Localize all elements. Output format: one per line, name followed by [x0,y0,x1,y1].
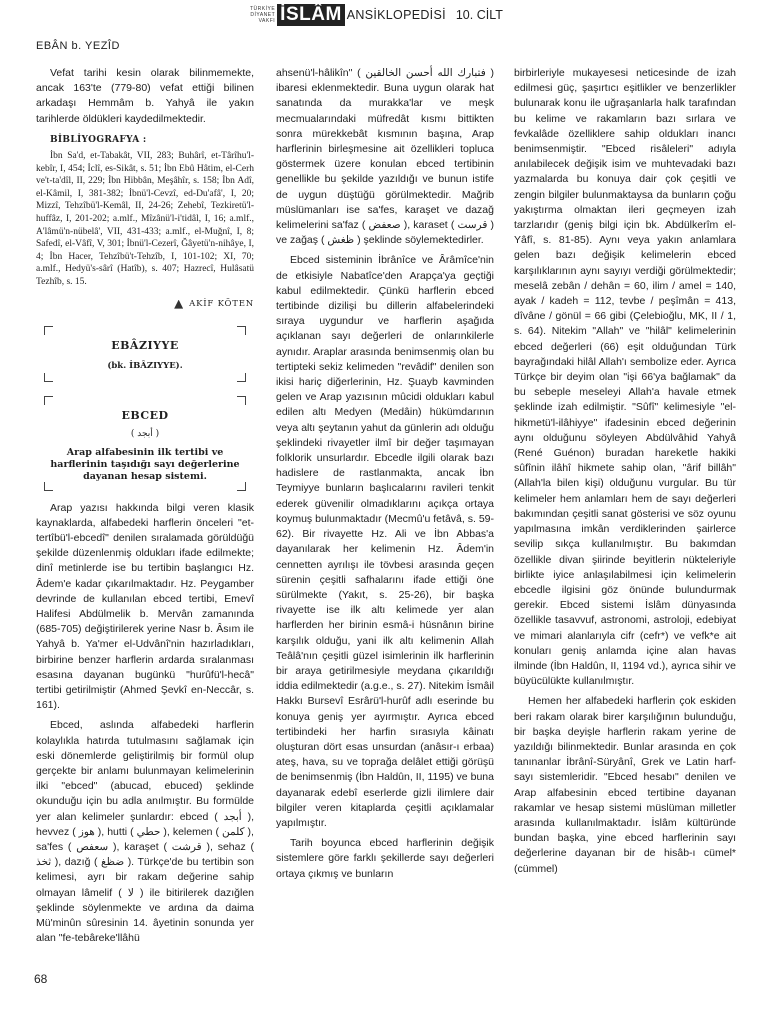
entry-cross-reference: (bk. İBÂZIYYE). [107,360,183,371]
entry-header-ebaziyye [44,326,246,382]
column-1 [36,66,254,946]
entry-title: EBÂZIYYE [111,338,179,352]
entry-title: EBCED [121,409,169,423]
publisher-line: VAKFI [258,18,276,24]
publisher-mark [250,6,275,24]
author-signature [36,297,254,312]
publisher-line: DİYANET [250,12,276,18]
column-2 [276,66,494,882]
encyclopedia-logo: İSLÂM [277,4,345,26]
body-paragraph: birbirleriyle mukayesesi neticesinde de izah edilmesi güç, şaşırtıcı eşitlikler ve benzerlikler bulunarak konu ile uğraşanlarla halk tarafından bu kelime ve rakamların bazı sırlara ve fevkalâde özelliklere sahip oldukları inancı benimsenmiştir. "Ebced risâleleri" adıyla anılabilecek değişik isim ve muhtevadaki bazı yazmalarda bu konuya dair çok çeşitli ve zengin bilgiler bulunmaktaysa da bunların çoğu yakıştırma olmaktan ileri geçmeyen izah tarzlarıdır (geniş bilgi için bk. Abdülkerîm el-Yâfî, s. 81-85). Aynı veya yakın anlamlara gelen bazı değişik kelimelerin ebced karşılıklarının aynı sayıyı verdiği görülmektedir; meselâ zebân / dehân = 60, ilim / amel = 140, ayak / kadeh = 112, tevbe / peşîmân = 413, dîvâne / gönül = 66 gibi (Çelebioğlu, MK, II / 1, s. 64). Nitekim "Allah" ve "hilâl" kelimelerinin ebced değerleri (66) eşit olduğundan Türk bayrağındaki hilâl Allah'ı sembolize eder. Ayrıca Türkçe bir deyim olan "işi 66'ya bağlamak" da bu sebeple meseleyi Allah'a havale etmek şeklinde izah edilmiştir. "Sûfî" kelimesiyle "el-hikmetü'l-ilâhiyye" ifadesinin ebced değerinin aynı olduğunu söyleyen Abdülvâhid Yahyâ (René Guénon) buradan hareketle hakiki sûfînin ilâhî hikmete sahip olan, "ârif billâh" (Allah'la bilen kişi) olduğunu vurgular. Bu tür kelimeler hem anlamları hem de sayı değerleri bakımından çeşitli sanat gösterisi ve söz oyunu yapılmasına imkân verdiklerinden şairlerce sevilip sıkça kullanılmıştır. Bu bakımdan özellikle divan şiirinde beyitlerin nükteleriyle birlikte iyice anlaşılabilmesi için kelimelerin ebcedle ilgisini göz önünde bulundurmak gerekir. Ebced sistemi İslâm dünyasında özellikle tasavvuf, astronomi, astroloji, edebiyat ve mimari alanlarıyla cifr (cefr*) ve vefk*e ait konuları geniş anlamda içine alan havas ilminde (İbn Haldûn, II, 1194 vd.), ayrıca sihir ve büyücülükte kullanılmıştır. [514,67,736,688]
bibliography-text: İbn Sa'd, et-Tabakât, VII, 283; Buhârî, et-Târîhu'l-kebîr, I, 454; İclî, es-Sikât, s. 51; İbn Ebû Hâtim, el-Cerh ve't-ta'dîl, II, 229; İbn Hibbân, Meşâhîr, s. 158; İbn Adî, el-Kâmil, I, 381-382; İbnü'l-Cevzî, ed-Du'afâ', I, 20; Mizzî, Tehzîbü'l-Kemâl, II, 24-26; Zehebî, Tezkiretü'l-huffâz, I, 201-202; a.mlf., Mîzânü'l-i'tidâl, I, 16; a.mlf., A'lâmü'n-nübelâ', VII, 431-433; a.mlf., el-Muğnî, I, 8; Safedî, el-Vâfî, V, 301; İbnü'l-Cezerî, Ğâyetü'n-nihâye, I, 4; İbn Hacer, Tehzîbü't-Tehzîb, I, 101-102; XI, 70; a.mlf., Hedyü's-sârî (Hatîb), s. 407; Hazrecî, Hulâsatü Tezhîb, s. 15. [36,151,254,287]
entry-arabic-title: ( أبجد ) [130,429,160,440]
entry-header-ebced [44,396,246,490]
page-number: 68 [34,972,48,986]
body-paragraph: ahsenü'l-hâlikîn" ( فتبارك الله أحسن الخالقين ) ibaresi eklenmektedir. Buna uygun olarak hat sanatında da murakka'lar ve meşk mecmualarındaki müfredât kısmı bittikten sonra mürekkebât kısmının başına, Arap harflerinin birleşmesine ait özellikleri topluca göstermek üzere konulan ebced tertibinin genellikle bu şekilde yazıldığı ve bunun istife de uygun düştüğü görülmektedir. Mağrib müslümanları ise sa'fes, karaşet ve dazağ kelimelerini sa'faz ( صعفض ), karaset ( قرست ) ve zağaş ( ظغش ) şeklinde söylemektedirler. [276,67,494,247]
running-head: EBÂN b. YEZÎD [36,40,120,52]
body-paragraph: Tarih boyunca ebced harflerinin değişik sistemlere göre farklı şekillerde sayı değerleri ortaya çıkmış ve bunların [276,837,494,880]
encyclopedia-title: ANSİKLOPEDİSİ [346,8,446,22]
entry-description: Arap alfabesinin ilk tertibi ve harflerinin taşıdığı sayı değerlerine dayanan hesap sistemi. [50,446,240,482]
bibliography-heading: BİBLİYOGRAFYA : [50,134,147,145]
article-tail-paragraph: Vefat tarihi kesin olarak bilinmemekte, ancak 163'te (779-80) vefat ettiği bilinen arkadaşı Hemmâm b. Yahyâ ile yakın tarihlerde öldükleri kaydedilmektedir. [36,67,254,125]
body-paragraph: Ebced sisteminin İbrânîce ve Ârâmîce'nin de etkisiyle Nabatîce'den Arapça'ya geçtiği kabul edilmektedir. Çünkü harflerin ebced tertibinde dizilişi bu dillerin alfabelerindeki sıraya uygundur ve harflerin aşağıda açıklanan sayı değerleri de onlarınkilerle aynıdır. Araplar arasında benimsenmiş olan bu tertipteki sekiz kelimeden "revâdif" denilen son ikisi hariç diğerlerinin, Hz. Şuayb kavminden gelen ve Arap yazısının mûcidi oldukları kabul edilen altı Medyen (Medâin) hükümdarının veya altı şeytanın yahut da günlerin adı olduğu şeklindeki rivayetler ilmî bir değer taşımayan folklorik unsurlardır. Ebcedle ilgili olarak bazı hadislere de rastlanmakta, ancak İbn Teymiyye bunların başlıcalarını ravileri tenkit ederek güvenilir olmadıklarını açıkça ortaya koymuş bulunmaktadır (Mecmû'u fetâvâ, s. 59-62). Bir rivayette Hz. Ali ve İbn Abbas'a dayanılarak her kelimenin Hz. Âdem'in cennetten ayrılışı ile tövbesi arasında geçen sürenin çeşitli safhalarını ifade ettiği öne sürülmekte (Yakıt, s. 25-26), bir başka rivayette ise ilk altı kelimede yer alan harflerden her birinin esmâ-i hüsnânın birine karşılık olduğu, yani ilk altı kelimenin Allah Teâlâ'nın çeşitli güzel isimlerinin ilk harflerinin bir araya getirilmesiyle meydana çıkarıldığı iddia edilmektedir (a.g.e., s. 27). Nitekim İsmâil Hakkı Bursevî Esrârü'l-hurûf adlı eserinde bu konuya geniş yer ayırmıştır. Ayrıca ebced tertibindeki her harfin sırasıyla kâinatı oluşturan dört esas unsurdan (anâsır-ı erbaa) ateş, hava, su ve toprağa delâlet ettiği görüşü de benimsenmiş (İbn Haldûn, II, 1195) ve buna dayanarak edebî eserlerde gizli ilimlere dair bilgiler veren kitaplarda çeşitli açıklamalar yapılmıştır. [276,254,494,829]
body-paragraph: Ebced, aslında alfabedeki harflerin kolaylıkla hatırda tutulmasını sağlamak için eski dönemlerde geliştirilmiş bir formül olup gerçekte bir anlamı bulunmayan kelimelerinin ilki "ebced" (abucad, ebuced) şeklinde okunduğu için bu adla anılmıştır. Bu formülde yer alan kelimeler şunlardır: ebced ( أبجد ), hevvez ( هوز ), hutti ( حطي ), kelemen ( كلمن ), sa'fes ( سعفص ), karaşet ( قرشت ), sehaz ( ثخذ ), dazığ ( ضظغ ). Türkçe'de bu tertibin son kelimesi, ayrı bir rakam değerine sahip olmayan lâmelif ( لا ) ile bitirilerek dazığlen şeklinde söylenmekte ve ardına da daima Mü'minûn sûresinin 14. âyetinin sonunda yer alan "fe-tebâreke'llâhü [36,719,254,945]
publication-header [250,2,570,28]
body-paragraph: Hemen her alfabedeki harflerin çok eskiden beri rakam olarak birer karşılığının bulunduğu, bir başka deyişle harflerin rakam yerine de yazıldığı bilinmektedir. Bunlar arasında en çok tanınanlar İbrânî-Süryânî, Grek ve Latin harf-sayı sistemleridir. "Ebced hesabı" denilen ve Arap alfabesinin ebced tertibine dayanan rakamlar ve hesap sistemi müslüman milletler arasında kullanılmaktadır. İslâm kültüründe bundan başka, yine ebced harflerinin sayı değerlerine dayanan bir de hisâb-ı cümel* (cümmel) [514,695,736,875]
body-paragraph: Arap yazısı hakkında bilgi veren klasik kaynaklarda, alfabedeki harflerin önceleri "et-tertîbü'l-ebcedî" denilen sıralamada görüldüğü şekilde düzenlenmiş oldukları ifade edilmekte; dinî metinlerde ise bu tertibin başlangıcı Hz. Âdem'e kadar çıkarılmaktadır. Hz. Peygamber devrinde de kullanılan ebced tertibi, Emevî Halifesi Abdülmelik b. Mervân zamanında (685-705) değiştirilerek yerine Nasr b. Âsım ile Yahyâ b. Ya'mer el-Udvânî'nin hazırladıkları, birbirine benzer harflerin ardarda sıralanması esasına dayanan bugünkü "hurûfü'l-hecâ" tertibi getirilmiştir (Ahmed Şevkî en-Neccâr, s. 161). [36,501,254,712]
author-name: AKİF KÖTEN [189,298,254,309]
publisher-line: TÜRKİYE [250,6,276,12]
column-3 [514,66,736,877]
author-mark-icon [174,300,183,309]
volume-label: 10. CİLT [455,8,503,22]
